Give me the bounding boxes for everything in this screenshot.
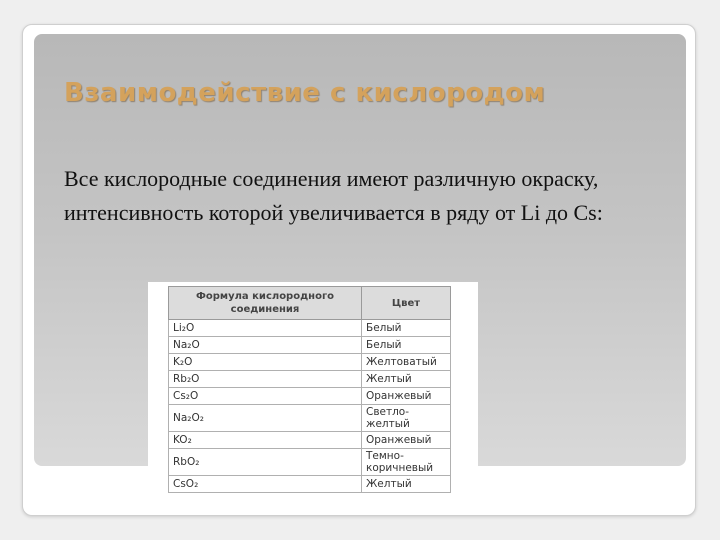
formula-cell: Cs₂O [169,388,362,405]
table-row [169,476,451,493]
color-cell: Желтый [362,371,451,388]
table-row [169,354,451,371]
formula-cell: RbO₂ [169,449,362,476]
table-row [169,320,451,337]
formula-cell: Na₂O₂ [169,405,362,432]
formula-cell: KO₂ [169,432,362,449]
formula-cell: Na₂O [169,337,362,354]
color-cell: Светло-желтый [362,405,451,432]
table-row [169,388,451,405]
color-cell: Оранжевый [362,432,451,449]
table-row [169,449,451,476]
color-cell: Белый [362,320,451,337]
table-row [169,432,451,449]
formula-cell: K₂O [169,354,362,371]
color-cell: Желтый [362,476,451,493]
color-cell: Оранжевый [362,388,451,405]
table-row [169,405,451,432]
header-formula: Формула кислородного соединения [169,287,362,320]
color-cell: Желтоватый [362,354,451,371]
slide-title: Взаимодействие с кислородом [64,78,546,108]
color-cell: Белый [362,337,451,354]
header-color: Цвет [362,287,451,320]
oxide-color-table [168,286,451,493]
table-row [169,337,451,354]
table-image [148,282,478,504]
color-cell: Темно-коричневый [362,449,451,476]
formula-cell: Rb₂O [169,371,362,388]
table-row [169,371,451,388]
formula-cell: CsO₂ [169,476,362,493]
slide-body-text: Все кислородные соединения имеют различную окраску, интенсивность которой увеличивается в ряду от Li до Cs: [64,166,603,225]
formula-cell: Li₂O [169,320,362,337]
